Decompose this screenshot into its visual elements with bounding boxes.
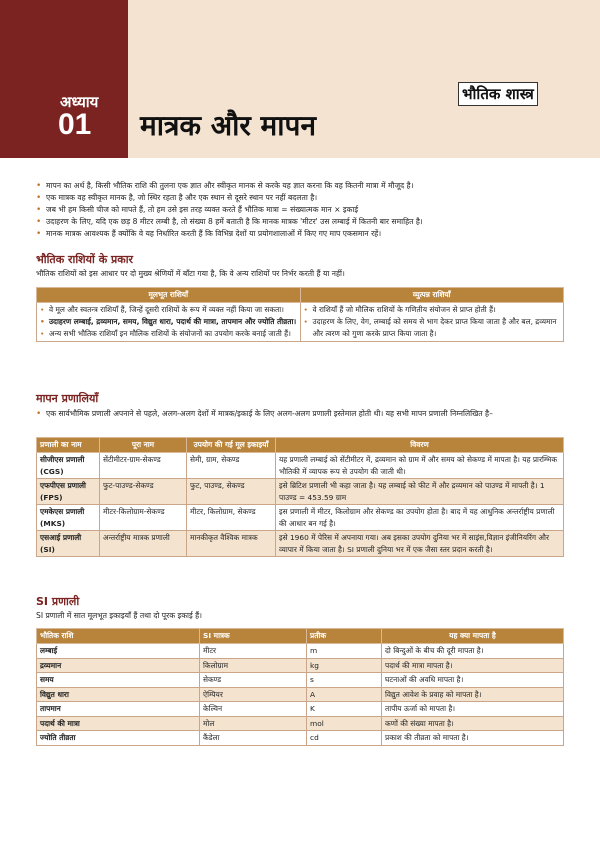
fundamental-item: • वे मूल और स्वतन्त्र राशियाँ हैं, जिन्हें दूसरी राशियों के रूप में व्यक्त नहीं किया जा सकता। <box>40 304 297 316</box>
table-row <box>37 644 564 659</box>
si-units-table <box>36 628 564 746</box>
si-unit: मोल <box>200 716 307 731</box>
si-quantity: विद्युत धारा <box>37 687 200 702</box>
system-name: एमकेएस प्रणाली (MKS) <box>37 505 100 531</box>
si-symbol: K <box>307 702 382 717</box>
intro-item: • उदाहरण के लिए, यदि एक छड़ 8 मीटर लम्बी है, तो संख्या 8 हमें बताती है कि मानक मात्रक 'मीटर' उस लम्बाई में कितनी बार समाहित है। <box>36 216 576 228</box>
systems-table <box>36 437 564 557</box>
fundamental-item: • अन्य सभी भौतिक राशियाँ इन मौलिक राशियों के संयोजनों का उपयोग करके बनाई जाती हैं। <box>40 328 297 340</box>
fundamental-cell <box>37 303 301 342</box>
system-units: मीटर, किलोग्राम, सेकण्ड <box>187 505 276 531</box>
section-heading-types: भौतिक राशियों के प्रकार <box>36 253 134 266</box>
table-row <box>37 731 564 746</box>
si-measures: तापीय ऊर्जा को मापता है। <box>382 702 564 717</box>
si-symbol: mol <box>307 716 382 731</box>
system-description: यह प्रणाली लम्बाई को सेंटीमीटर में, द्रव्यमान को ग्राम में और समय को सेकण्ड में मापता है। यह प्रारम्भिक भौतिकी में व्यापक रूप से उपयोग की जाती थी। <box>276 453 564 479</box>
system-fullname: अन्तर्राष्ट्रीय मात्रक प्रणाली <box>100 531 187 557</box>
section-heading-systems: मापन प्रणालियाँ <box>36 392 99 405</box>
system-description: इसे 1960 में पेरिस में अपनाया गया। अब इसका उपयोग दुनिया भर में साइंस,विज्ञान इंजीनियरिंग और व्यापार में किया जाता है। SI प्रणाली दुनिया भर में एक जैसा स्तर प्रदान करती है। <box>276 531 564 557</box>
quantity-types-table <box>36 287 564 342</box>
system-units: फुट, पाउण्ड, सेकण्ड <box>187 479 276 505</box>
si-unit: मीटर <box>200 644 307 659</box>
derived-item: • उदाहरण के लिए, वेग, लम्बाई को समय से भाग देकर प्राप्त किया जाता है और बल, द्रव्यमान और त्वरण को गुणा करके प्राप्त किया जाता है। <box>304 316 561 340</box>
si-quantity: ज्योति तीव्रता <box>37 731 200 746</box>
system-name: सीजीएस प्रणाली (CGS) <box>37 453 100 479</box>
system-name: एफपीएस प्रणाली (FPS) <box>37 479 100 505</box>
si-unit: केल्विन <box>200 702 307 717</box>
si-measures: कणों की संख्या मापता है। <box>382 716 564 731</box>
si-quantity: पदार्थ की मात्रा <box>37 716 200 731</box>
chapter-word: अध्याय <box>60 93 99 111</box>
table-row <box>37 453 564 479</box>
system-units: सेमी, ग्राम, सेकण्ड <box>187 453 276 479</box>
si-quantity: द्रव्यमान <box>37 658 200 673</box>
si-measures: प्रकाश की तीव्रता को मापता है। <box>382 731 564 746</box>
fundamental-header: मूलभूत राशियाँ <box>37 288 301 303</box>
si-quantity: तापमान <box>37 702 200 717</box>
systems-col-description: विवरण <box>276 438 564 453</box>
chapter-title: मात्रक और मापन <box>140 109 316 142</box>
table-row <box>37 673 564 688</box>
table-row <box>37 531 564 557</box>
si-col-symbol: प्रतीक <box>307 629 382 644</box>
derived-cell <box>300 303 564 342</box>
si-col-measures: यह क्या मापता है <box>382 629 564 644</box>
si-col-quantity: भौतिक राशि <box>37 629 200 644</box>
system-fullname: फुट-पाउण्ड-सेकण्ड <box>100 479 187 505</box>
si-symbol: kg <box>307 658 382 673</box>
table-row <box>37 702 564 717</box>
si-quantity: समय <box>37 673 200 688</box>
si-unit: सेकण्ड <box>200 673 307 688</box>
systems-col-units: उपयोग की गई मूल इकाइयाँ <box>187 438 276 453</box>
si-description: SI प्रणाली में सात मूलभूत इकाइयाँ हैं तथा दो पूरक इकाई हैं। <box>36 611 203 620</box>
si-quantity: लम्बाई <box>37 644 200 659</box>
systems-col-fullname: पूरा नाम <box>100 438 187 453</box>
intro-item: • जब भी हम किसी चीज को मापते हैं, तो हम उसे इस तरह व्यक्त करते हैं भौतिक मात्रा = संख्यात्मक मान × इकाई <box>36 204 576 216</box>
si-symbol: m <box>307 644 382 659</box>
system-description: इस प्रणाली में मीटर, किलोग्राम और सेकण्ड का उपयोग होता है। बाद में यह आधुनिक अन्तर्राष्ट्रीय प्रणाली की आधार बन गई है। <box>276 505 564 531</box>
si-measures: घटनाओं की अवधि मापता है। <box>382 673 564 688</box>
si-unit: किलोग्राम <box>200 658 307 673</box>
systems-description: • एक सार्वभौमिक प्रणाली अपनाने से पहले, अलग-अलग देशों में मात्रक/इकाई के लिए अलग-अलग प्रणाली इस्तेमाल होती थी। यह सभी मापन प्रणाली निम्नलिखित है– <box>36 408 576 420</box>
system-fullname: मीटर-किलोग्राम-सेकण्ड <box>100 505 187 531</box>
table-row <box>37 479 564 505</box>
si-measures: दो बिन्दुओं के बीच की दूरी मापता है। <box>382 644 564 659</box>
intro-item: • मानक मात्रक आवश्यक हैं क्योंकि वे यह निर्धारित करती हैं कि विभिन्न देशों या प्रयोगशालाओं में किए गए माप एकसमान रहें। <box>36 228 576 240</box>
system-fullname: सेंटीमीटर-ग्राम-सेकण्ड <box>100 453 187 479</box>
si-symbol: cd <box>307 731 382 746</box>
si-measures: पदार्थ की मात्रा मापता है। <box>382 658 564 673</box>
chapter-header <box>0 0 600 158</box>
intro-list <box>36 180 576 240</box>
section-heading-si: SI प्रणाली <box>36 595 80 608</box>
derived-item: • वे राशियाँ हैं जो मौलिक राशियों के गणितीय संयोजन से प्राप्त होती हैं। <box>304 304 561 316</box>
intro-item: • एक मात्रक वह स्वीकृत मानक है, जो स्थिर रहता है और एक स्थान से दूसरे स्थान पर नहीं बदलता है। <box>36 192 576 204</box>
intro-item: • मापन का अर्थ है, किसी भौतिक राशि की तुलना एक ज्ञात और स्वीकृत मानक से करके यह ज्ञात करना कि वह कितनी मात्रा में मौजूद है। <box>36 180 576 192</box>
system-description: इसे ब्रिटिश प्रणाली भी कहा जाता है। यह लम्बाई को फीट में और द्रव्यमान को पाउण्ड में मापती है। 1 पाउण्ड = 453.59 ग्राम <box>276 479 564 505</box>
si-unit: कैंडेला <box>200 731 307 746</box>
fundamental-item: • उदाहरण लम्बाई, द्रव्यमान, समय, विद्युत धारा, पदार्थ की मात्रा, तापमान और ज्योति तीव्रता। <box>40 316 297 328</box>
table-row <box>37 687 564 702</box>
si-symbol: s <box>307 673 382 688</box>
table-row <box>37 505 564 531</box>
si-measures: विद्युत आवेश के प्रवाह को मापता है। <box>382 687 564 702</box>
system-name: एसआई प्रणाली (SI) <box>37 531 100 557</box>
subject-label: भौतिक शास्त्र <box>458 82 538 106</box>
table-row <box>37 658 564 673</box>
system-units: मानकीकृत वैश्विक मात्रक <box>187 531 276 557</box>
derived-header: व्युत्पन्न राशियाँ <box>300 288 564 303</box>
si-unit: ऐम्पियर <box>200 687 307 702</box>
chapter-number: 01 <box>58 108 92 141</box>
si-col-unit: SI मात्रक <box>200 629 307 644</box>
table-row <box>37 716 564 731</box>
types-description: भौतिक राशियों को इस आधार पर दो मुख्य श्रेणियों में बाँटा गया है, कि वे अन्य राशियों पर निर्भर करती हैं या नहीं। <box>36 269 345 278</box>
si-symbol: A <box>307 687 382 702</box>
systems-col-name: प्रणाली का नाम <box>37 438 100 453</box>
